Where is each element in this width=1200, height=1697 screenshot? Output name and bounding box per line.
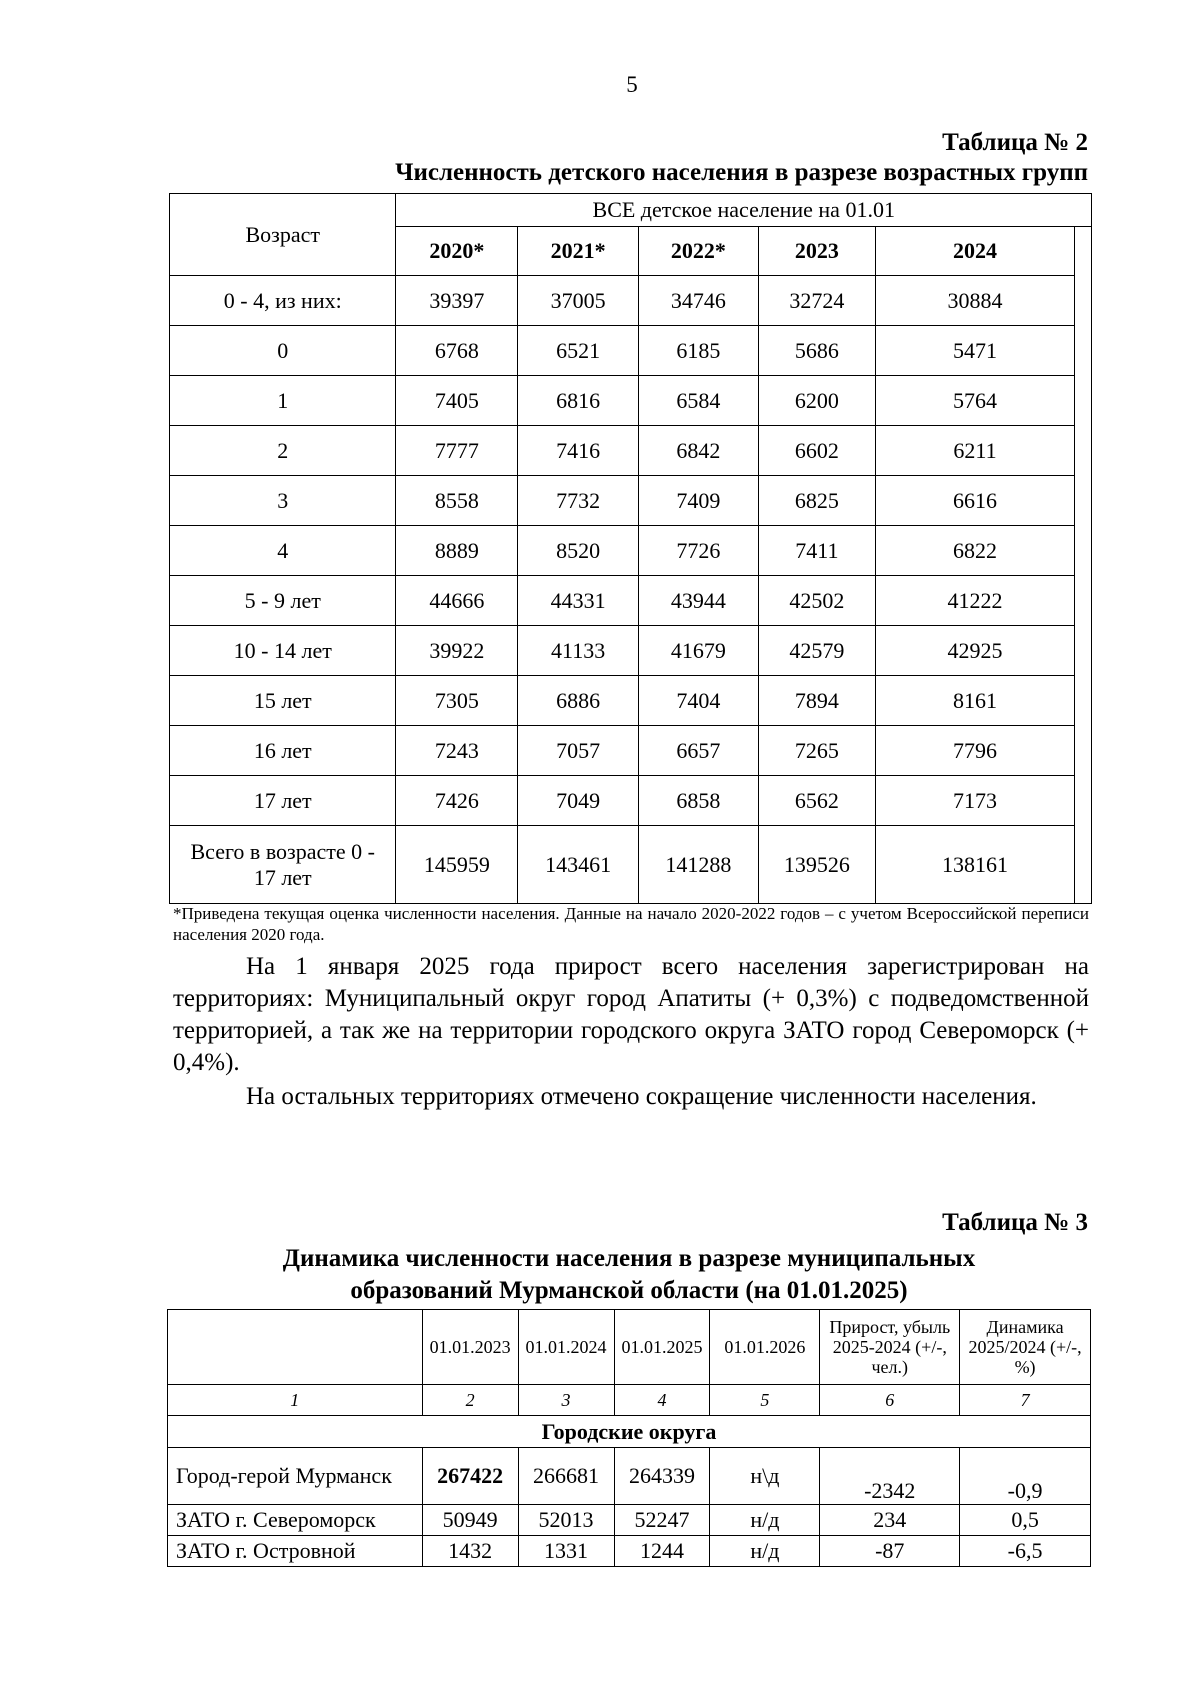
age-group-label: Всего в возрасте 0 - 17 лет (170, 826, 396, 904)
table3-cell: н/д (710, 1505, 820, 1536)
population-cell: 139526 (758, 826, 876, 904)
population-cell: 7409 (638, 476, 758, 526)
population-cell: 8889 (396, 526, 518, 576)
municipality-name: ЗАТО г. Островной (168, 1536, 423, 1567)
page-number: 5 (626, 72, 638, 97)
table2-row (170, 426, 1092, 476)
age-group-label: 15 лет (170, 676, 396, 726)
population-cell: 37005 (518, 276, 639, 326)
population-cell: 6768 (396, 326, 518, 376)
population-cell: 8558 (396, 476, 518, 526)
table3-header: Динамика 2025/2024 (+/-, %) (960, 1310, 1091, 1385)
population-cell: 138161 (876, 826, 1075, 904)
table3-header (168, 1310, 423, 1385)
age-group-label: 17 лет (170, 776, 396, 826)
population-cell: 7173 (876, 776, 1075, 826)
year-header: 2022* (638, 227, 758, 276)
population-cell: 41133 (518, 626, 639, 676)
population-cell: 7894 (758, 676, 876, 726)
population-cell: 7426 (396, 776, 518, 826)
table2-number-label: Таблица № 2 (942, 129, 1088, 156)
population-cell: 42579 (758, 626, 876, 676)
table3-cell: 1432 (422, 1536, 518, 1567)
table3-title-line2: образований Мурманской области (на 01.01.2025) (350, 1277, 908, 1304)
population-cell: 141288 (638, 826, 758, 904)
municipality-name: ЗАТО г. Североморск (168, 1505, 423, 1536)
column-number: 2 (422, 1385, 518, 1416)
population-cell: 41222 (876, 576, 1075, 626)
age-group-label: 16 лет (170, 726, 396, 776)
age-group-label: 4 (170, 526, 396, 576)
table3-title (170, 1243, 1088, 1307)
age-group-label: 0 (170, 326, 396, 376)
paragraph-decline: На остальных территориях отмечено сокращение численности населения. (246, 1083, 1037, 1110)
population-cell: 6816 (518, 376, 639, 426)
population-cell: 7405 (396, 376, 518, 426)
population-cell: 6521 (518, 326, 639, 376)
population-cell: 5686 (758, 326, 876, 376)
year-header: 2024 (876, 227, 1075, 276)
table-spacer (1074, 376, 1091, 426)
population-cell: 6562 (758, 776, 876, 826)
population-cell: 7416 (518, 426, 639, 476)
population-cell: 43944 (638, 576, 758, 626)
table2-row (170, 776, 1092, 826)
population-cell: 44331 (518, 576, 639, 626)
table3-header: Прирост, убыль 2025-2024 (+/-, чел.) (820, 1310, 960, 1385)
table2-row (170, 676, 1092, 726)
population-cell: 6616 (876, 476, 1075, 526)
table3-cell: 50949 (422, 1505, 518, 1536)
column-number: 6 (820, 1385, 960, 1416)
table3-title-line1: Динамика численности населения в разрезе муниципальных (282, 1245, 976, 1272)
year-header: 2020* (396, 227, 518, 276)
table2-row (170, 476, 1092, 526)
table3-cell: 52247 (614, 1505, 710, 1536)
table-spacer (1074, 276, 1091, 326)
population-cell: 39397 (396, 276, 518, 326)
table3-header: 01.01.2025 (614, 1310, 710, 1385)
column-number: 4 (614, 1385, 710, 1416)
table3-cell: н\д (710, 1448, 820, 1505)
table3-cell: 267422 (422, 1448, 518, 1505)
table-spacer (1074, 676, 1091, 726)
table3-header: 01.01.2023 (422, 1310, 518, 1385)
population-cell: 6886 (518, 676, 639, 726)
population-cell: 7777 (396, 426, 518, 476)
table2-footnote: *Приведена текущая оценка численности населения. Данные на начало 2020-2022 годов – с учетом Всероссийской переписи населения 2020 года. (173, 904, 1089, 944)
population-cell: 143461 (518, 826, 639, 904)
table3-cell: 1331 (518, 1536, 614, 1567)
table3-cell: 264339 (614, 1448, 710, 1505)
section-header: Городские округа (168, 1416, 1091, 1448)
population-cell: 6858 (638, 776, 758, 826)
table-spacer (1074, 576, 1091, 626)
population-cell: 7726 (638, 526, 758, 576)
population-cell: 7796 (876, 726, 1075, 776)
table3-number-label: Таблица № 3 (942, 1209, 1088, 1236)
population-cell: 6822 (876, 526, 1075, 576)
table-spacer (1074, 826, 1091, 904)
population-cell: 32724 (758, 276, 876, 326)
table-spacer (1074, 426, 1091, 476)
column-number: 5 (710, 1385, 820, 1416)
population-cell: 7049 (518, 776, 639, 826)
age-group-label: 10 - 14 лет (170, 626, 396, 676)
age-group-label: 3 (170, 476, 396, 526)
year-header: 2023 (758, 227, 876, 276)
paragraph-growth: На 1 января 2025 года прирост всего населения зарегистрирован на территориях: Муниципальный округ город Апатиты (+ 0,3%) с подведомственной территорией, а так же на территории городского округа ЗАТО город Североморск (+ 0,4%). (173, 953, 1089, 1076)
table-spacer (1074, 476, 1091, 526)
population-cell: 8520 (518, 526, 639, 576)
table3-cell: 1244 (614, 1536, 710, 1567)
population-cell: 44666 (396, 576, 518, 626)
population-cell: 6185 (638, 326, 758, 376)
age-group-label: 1 (170, 376, 396, 426)
table3-header: 01.01.2024 (518, 1310, 614, 1385)
age-header: Возраст (170, 194, 396, 276)
table-spacer (1074, 526, 1091, 576)
population-cell: 34746 (638, 276, 758, 326)
population-cell: 145959 (396, 826, 518, 904)
table-spacer (1074, 776, 1091, 826)
table-spacer (1074, 227, 1091, 276)
age-group-label: 5 - 9 лет (170, 576, 396, 626)
table3-cell: 0,5 (960, 1505, 1091, 1536)
table3-cell: н/д (710, 1536, 820, 1567)
table3-cell: -2342 (820, 1448, 960, 1505)
table3-header: 01.01.2026 (710, 1310, 820, 1385)
table2-row (170, 376, 1092, 426)
table2-row (170, 326, 1092, 376)
table-spacer (1074, 726, 1091, 776)
table2-row (170, 576, 1092, 626)
table3 (167, 1309, 1091, 1567)
municipality-name: Город-герой Мурманск (168, 1448, 423, 1505)
table3-cell: 234 (820, 1505, 960, 1536)
population-cell: 6584 (638, 376, 758, 426)
age-group-label: 2 (170, 426, 396, 476)
population-cell: 42502 (758, 576, 876, 626)
age-group-label: 0 - 4, из них: (170, 276, 396, 326)
table-spacer (1074, 326, 1091, 376)
population-cell: 7305 (396, 676, 518, 726)
population-cell: 7404 (638, 676, 758, 726)
table2-row (170, 826, 1092, 904)
population-cell: 6825 (758, 476, 876, 526)
column-number: 3 (518, 1385, 614, 1416)
population-cell: 5471 (876, 326, 1075, 376)
population-cell: 7243 (396, 726, 518, 776)
population-cell: 6842 (638, 426, 758, 476)
table3-cell: 266681 (518, 1448, 614, 1505)
population-cell: 5764 (876, 376, 1075, 426)
table3-cell: -6,5 (960, 1536, 1091, 1567)
population-cell: 42925 (876, 626, 1075, 676)
population-cell: 8161 (876, 676, 1075, 726)
population-cell: 7057 (518, 726, 639, 776)
population-cell: 6200 (758, 376, 876, 426)
table-spacer (1074, 626, 1091, 676)
year-header: 2021* (518, 227, 639, 276)
table2-row (170, 626, 1092, 676)
table3-cell: 52013 (518, 1505, 614, 1536)
population-cell: 41679 (638, 626, 758, 676)
table2-title: Численность детского населения в разрезе возрастных групп (395, 159, 1088, 186)
column-number: 7 (960, 1385, 1091, 1416)
population-cell: 7265 (758, 726, 876, 776)
population-cell: 7732 (518, 476, 639, 526)
group-header: ВСЕ детское население на 01.01 (396, 194, 1092, 227)
table2-row (170, 726, 1092, 776)
population-cell: 6211 (876, 426, 1075, 476)
table3-cell: -87 (820, 1536, 960, 1567)
population-cell: 6602 (758, 426, 876, 476)
population-cell: 7411 (758, 526, 876, 576)
population-cell: 39922 (396, 626, 518, 676)
table3-cell: -0,9 (960, 1448, 1091, 1505)
column-number: 1 (168, 1385, 423, 1416)
table2-row (170, 276, 1092, 326)
population-cell: 30884 (876, 276, 1075, 326)
table2-row (170, 526, 1092, 576)
population-cell: 6657 (638, 726, 758, 776)
table2 (169, 193, 1092, 904)
